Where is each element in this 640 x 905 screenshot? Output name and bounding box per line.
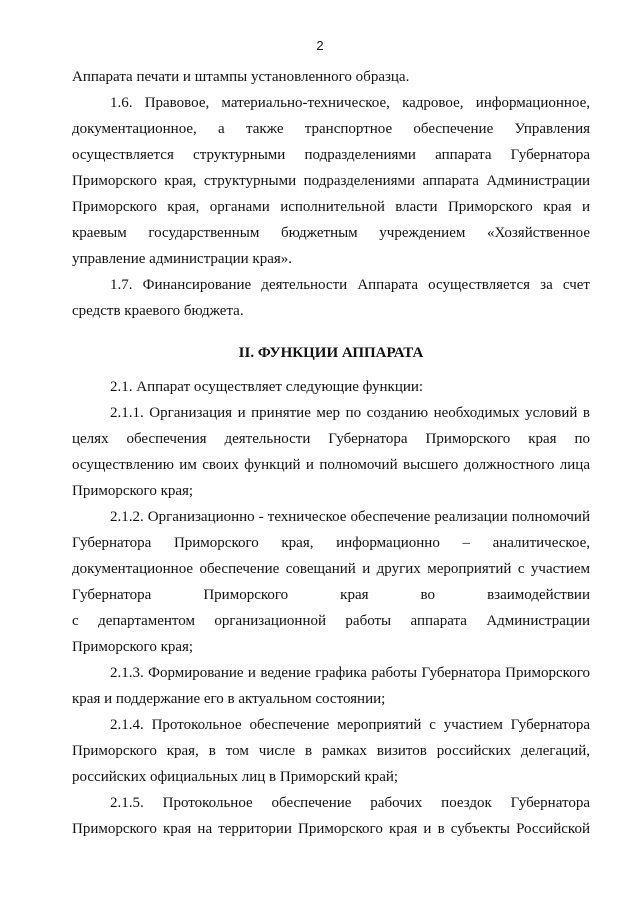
text-line: Приморского края, структурными подразделениями аппарата Администрации — [72, 173, 590, 189]
page-number: 2 — [316, 38, 324, 53]
text-line: Губернатора Приморского края во взаимодействии — [72, 587, 590, 603]
text-line: 2.1. Аппарат осуществляет следующие функции: — [110, 379, 424, 395]
paragraph-2-1-1 — [72, 400, 590, 504]
paragraph-2-1 — [72, 374, 590, 400]
text-line: 2.1.5. Протокольное обеспечение рабочих поездок Губернатора — [110, 795, 590, 811]
text-line: Аппарата печати и штампы установленного образца. — [72, 69, 410, 85]
paragraph-2-1-4 — [72, 712, 590, 790]
paragraph — [72, 64, 590, 90]
text-line: с департаментом организационной работы аппарата Администрации — [72, 613, 590, 629]
text-line: управление администрации края». — [72, 251, 293, 267]
text-line: средств краевого бюджета. — [72, 303, 244, 319]
text-line: российских официальных лиц в Приморский край; — [72, 769, 399, 785]
paragraph-2-1-2 — [72, 504, 590, 660]
paragraph-1-7 — [72, 272, 590, 324]
text-line: 1.7. Финансирование деятельности Аппарата осуществляется за счет — [110, 277, 590, 293]
paragraph-2-1-5 — [72, 790, 590, 842]
text-line: Приморского края; — [72, 639, 194, 655]
paragraph-2-1-3 — [72, 660, 590, 712]
text-line: 2.1.2. Организационно - техническое обеспечение реализации полномочий — [110, 509, 590, 525]
text-line: края и поддержание его в актуальном состоянии; — [72, 691, 386, 707]
document-body — [72, 64, 590, 842]
text-line: документационное, а также транспортное обеспечение Управления — [72, 121, 590, 137]
text-line: 2.1.4. Протокольное обеспечение мероприятий с участием Губернатора — [110, 717, 590, 733]
text-line: Приморского края, органами исполнительной власти Приморского края и — [72, 199, 590, 215]
text-line: 2.1.3. Формирование и ведение графика работы Губернатора Приморского — [110, 665, 590, 681]
text-line: Приморского края, в том числе в рамках визитов российских делегаций, — [72, 743, 590, 759]
text-line: Приморского края на территории Приморского края и в субъекты Российской — [72, 821, 590, 837]
text-line: осуществляется структурными подразделениями аппарата Губернатора — [72, 147, 590, 163]
text-line: Губернатора Приморского края, информационно – аналитическое, — [72, 535, 590, 551]
text-line: краевым государственным бюджетным учреждением «Хозяйственное — [72, 225, 590, 241]
text-line: 1.6. Правовое, материально-техническое, кадровое, информационное, — [110, 95, 590, 111]
text-line: Приморского края; — [72, 483, 194, 499]
section-heading: II. ФУНКЦИИ АППАРАТА — [238, 345, 424, 361]
text-line: 2.1.1. Организация и принятие мер по созданию необходимых условий в — [110, 405, 590, 421]
text-line: документационное обеспечение совещаний и других мероприятий с участием — [72, 561, 590, 577]
text-line: целях обеспечения деятельности Губернатора Приморского края по — [72, 431, 590, 447]
paragraph-1-6 — [72, 90, 590, 272]
text-line: осуществлению им своих функций и полномочий высшего должностного лица — [72, 457, 590, 473]
